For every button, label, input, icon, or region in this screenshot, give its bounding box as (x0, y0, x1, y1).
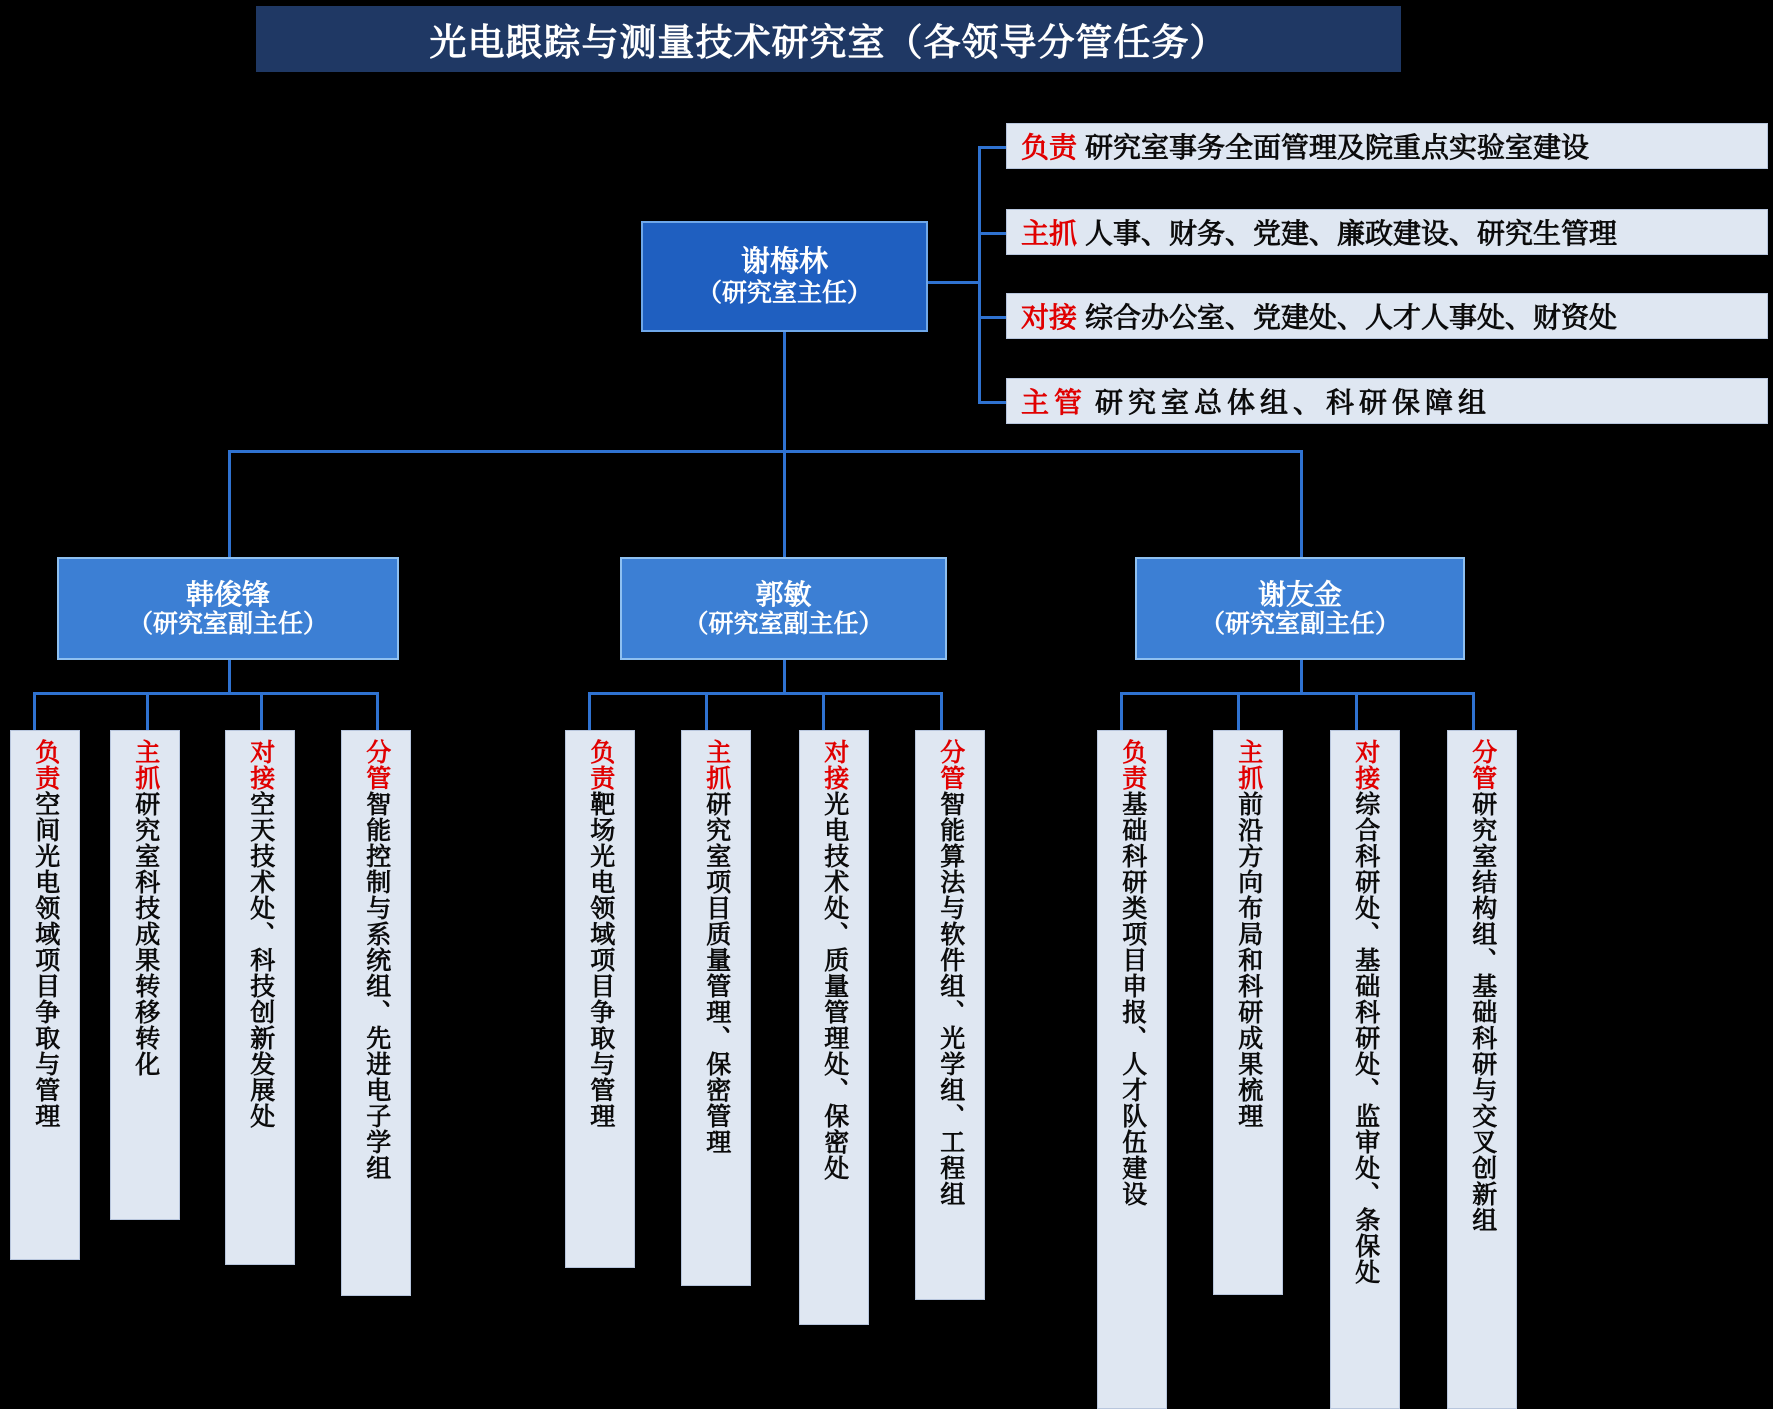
duty-text: 综合办公室、党建处、人才人事处、财资处 (1085, 302, 1618, 333)
duty-text: 光电技术处、质量管理处、保密处 (820, 791, 849, 1181)
deputy-name: 谢友金 (1257, 578, 1342, 610)
node-deputy-3[interactable] (1135, 557, 1465, 660)
duty-text: 综合科研处、基础科研处、监审处、条保处 (1351, 791, 1380, 1285)
connector-d2-col4 (940, 692, 943, 730)
duty-text: 空天技术处、科技创新发展处 (246, 791, 275, 1129)
duty-tag: 分管 (362, 739, 391, 791)
node-deputy-2[interactable] (620, 557, 947, 660)
duty-text: 研究室事务全面管理及院重点实验室建设 (1085, 132, 1590, 163)
duty-tag: 对接 (246, 739, 275, 791)
deputy-3-duty-col-4[interactable] (1447, 730, 1517, 1409)
duty-text: 智能控制与系统组、先进电子学组 (362, 791, 391, 1181)
duty-text: 空间光电领域项目争取与管理 (31, 791, 60, 1129)
connector-director-down (783, 332, 786, 452)
deputy-1-duty-col-3[interactable] (225, 730, 295, 1265)
connector-d1-col4 (376, 692, 379, 730)
director-name: 谢梅林 (740, 246, 828, 279)
duty-text: 研究室结构组、基础科研与交叉创新组 (1468, 791, 1497, 1233)
duty-tag: 主抓 (702, 739, 731, 791)
duty-tag: 负责 (586, 739, 615, 791)
connector-deputy-2-up (783, 450, 786, 557)
connector-director-right (928, 281, 980, 284)
duty-tag: 对接 (820, 739, 849, 791)
deputy-role: （研究室副主任） (127, 610, 328, 639)
duty-tag: 主管 (1021, 387, 1088, 418)
director-duty-row-2[interactable] (1006, 209, 1768, 255)
chart-title-text: 光电跟踪与测量技术研究室（各领导分管任务） (429, 22, 1228, 63)
duty-text: 研究室科技成果转移转化 (131, 791, 160, 1077)
connector-d1-down (228, 660, 231, 694)
director-duty-row-1[interactable] (1006, 123, 1768, 169)
connector-d2-col1 (588, 692, 591, 730)
connector-d2-col3 (822, 692, 825, 730)
deputy-role: （研究室副主任） (683, 610, 884, 639)
duty-text: 基础科研类项目申报、人才队伍建设 (1118, 791, 1147, 1207)
duty-tag: 主抓 (131, 739, 160, 791)
connector-d3-col1 (1120, 692, 1123, 730)
connector-d1-bus (33, 692, 378, 695)
connector-duty-3 (978, 316, 1006, 319)
duty-tag: 主抓 (1234, 739, 1263, 791)
duty-tag: 负责 (1118, 739, 1147, 791)
director-role: （研究室主任） (696, 278, 872, 307)
duty-text: 智能算法与软件组、光学组、工程组 (936, 791, 965, 1207)
duty-text: 研究室项目质量管理、保密管理 (702, 791, 731, 1155)
connector-d1-col3 (260, 692, 263, 730)
deputy-1-duty-col-4[interactable] (341, 730, 411, 1296)
duty-tag: 对接 (1351, 739, 1380, 791)
duty-text: 靶场光电领域项目争取与管理 (586, 791, 615, 1129)
deputy-1-duty-col-1[interactable] (10, 730, 80, 1260)
deputy-role: （研究室副主任） (1199, 610, 1400, 639)
connector-d3-col4 (1472, 692, 1475, 730)
deputy-1-duty-col-2[interactable] (110, 730, 180, 1220)
deputy-2-duty-col-3[interactable] (799, 730, 869, 1325)
connector-duty-1 (978, 146, 1006, 149)
duty-tag: 对接 (1021, 302, 1078, 333)
connector-d2-col2 (705, 692, 708, 730)
deputy-3-duty-col-2[interactable] (1213, 730, 1283, 1295)
duty-text: 前沿方向布局和科研成果梳理 (1234, 791, 1263, 1129)
connector-d3-col3 (1355, 692, 1358, 730)
duty-tag: 分管 (1468, 739, 1497, 791)
chart-title (256, 6, 1401, 72)
duty-tag: 负责 (1021, 132, 1078, 163)
node-deputy-1[interactable] (57, 557, 399, 660)
connector-d3-col2 (1237, 692, 1240, 730)
duty-tag: 负责 (31, 739, 60, 791)
duty-text: 人事、财务、党建、廉政建设、研究生管理 (1085, 218, 1618, 249)
deputy-2-duty-col-4[interactable] (915, 730, 985, 1300)
connector-d3-bus (1120, 692, 1475, 695)
connector-d2-bus (588, 692, 942, 695)
deputy-2-duty-col-1[interactable] (565, 730, 635, 1268)
connector-d2-down (783, 660, 786, 694)
node-director[interactable] (641, 221, 928, 332)
connector-d1-col2 (146, 692, 149, 730)
connector-deputy-bus (228, 450, 1303, 453)
connector-deputy-3-up (1300, 450, 1303, 557)
connector-d3-down (1300, 660, 1303, 694)
deputy-name: 韩俊锋 (185, 578, 270, 610)
connector-duty-trunk (978, 146, 981, 404)
duty-text: 研究室总体组、科研保障组 (1095, 387, 1492, 418)
connector-duty-4 (978, 401, 1006, 404)
director-duty-row-3[interactable] (1006, 293, 1768, 339)
duty-tag: 主抓 (1021, 218, 1078, 249)
deputy-2-duty-col-2[interactable] (681, 730, 751, 1286)
connector-duty-2 (978, 232, 1006, 235)
duty-tag: 分管 (936, 739, 965, 791)
deputy-name: 郭敏 (755, 578, 812, 610)
connector-d1-col1 (33, 692, 36, 730)
connector-deputy-1-up (228, 450, 231, 557)
deputy-3-duty-col-3[interactable] (1330, 730, 1400, 1409)
deputy-3-duty-col-1[interactable] (1097, 730, 1167, 1409)
director-duty-row-4[interactable] (1006, 378, 1768, 424)
